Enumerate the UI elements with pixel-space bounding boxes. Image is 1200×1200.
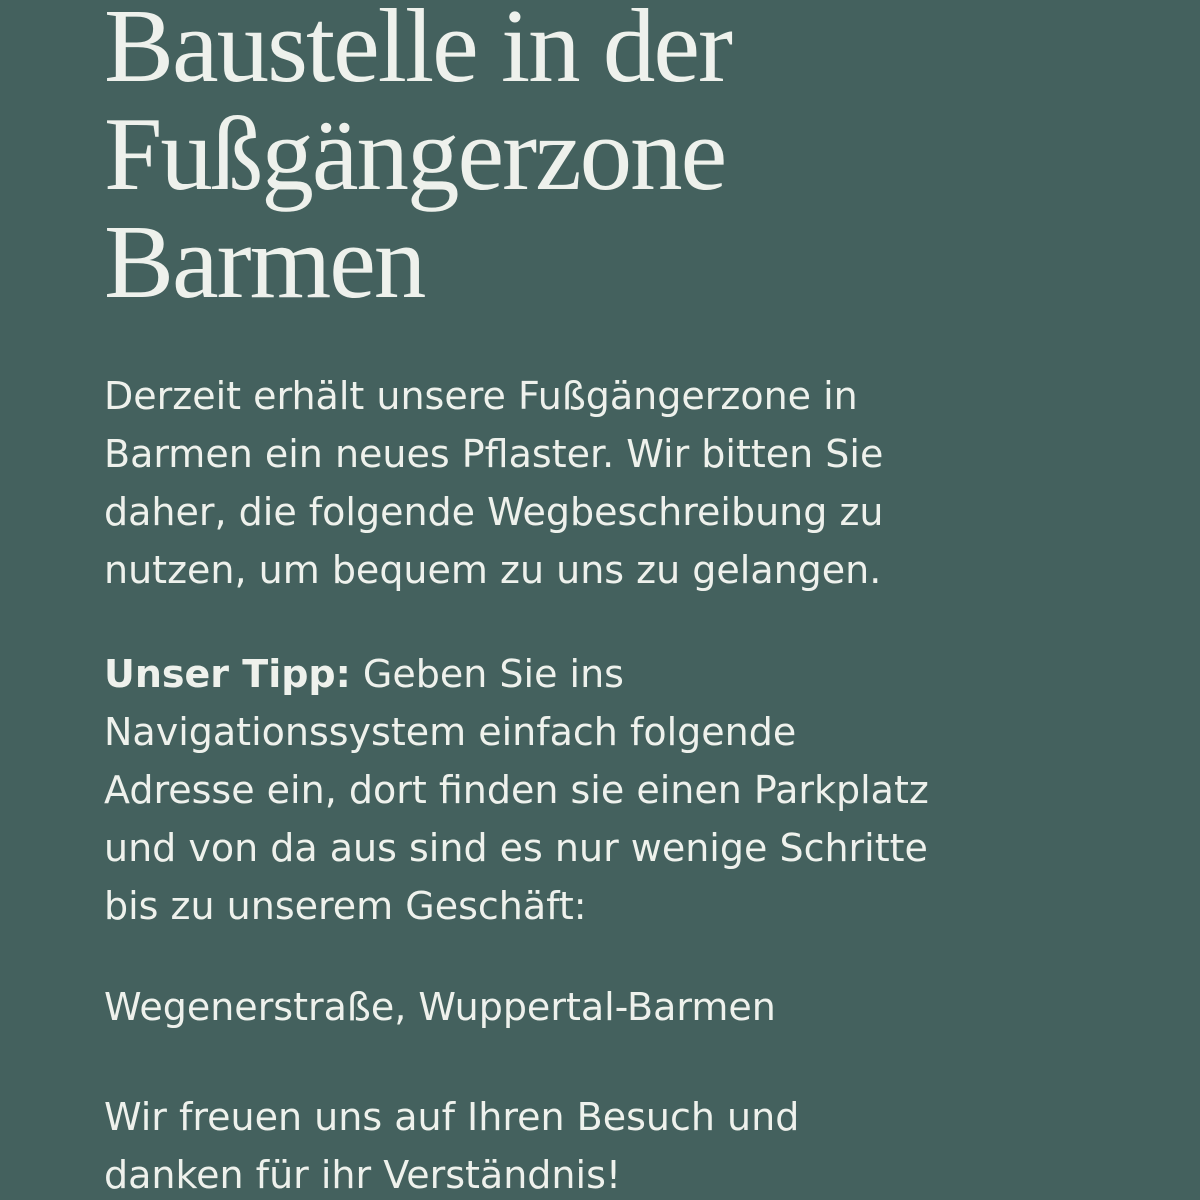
tip-line: und von da aus sind es nur wenige Schritte (104, 826, 928, 870)
intro-line: daher, die folgende Wegbeschreibung zu (104, 490, 884, 534)
page-title (104, 0, 1104, 320)
tip-paragraph (104, 645, 1094, 935)
address-line: Wegenerstraße, Wuppertal-Barmen (104, 985, 776, 1029)
intro-line: Derzeit erhält unsere Fußgängerzone in (104, 374, 858, 418)
closing-paragraph (104, 1088, 1094, 1200)
closing-line: Wir freuen uns auf Ihren Besuch und (104, 1095, 800, 1139)
title-line: Baustelle in der (104, 0, 731, 104)
tip-line: Navigationssystem einfach folgende (104, 710, 797, 754)
intro-paragraph (104, 367, 1094, 599)
title-line: Barmen (104, 203, 425, 320)
tip-first-line-text: Geben Sie ins (350, 652, 624, 696)
tip-label: Unser Tipp: (104, 652, 351, 696)
closing-line: danken für ihr Verständnis! (104, 1153, 622, 1197)
title-line: Fußgängerzone (104, 95, 726, 212)
tip-line: Adresse ein, dort finden sie einen Parkplatz (104, 768, 929, 812)
tip-line: bis zu unserem Geschäft: (104, 884, 587, 928)
intro-line: nutzen, um bequem zu uns zu gelangen. (104, 548, 882, 592)
address-text (104, 978, 1094, 1036)
tip-first-line (104, 645, 1094, 703)
intro-line: Barmen ein neues Pflaster. Wir bitten Sie (104, 432, 884, 476)
